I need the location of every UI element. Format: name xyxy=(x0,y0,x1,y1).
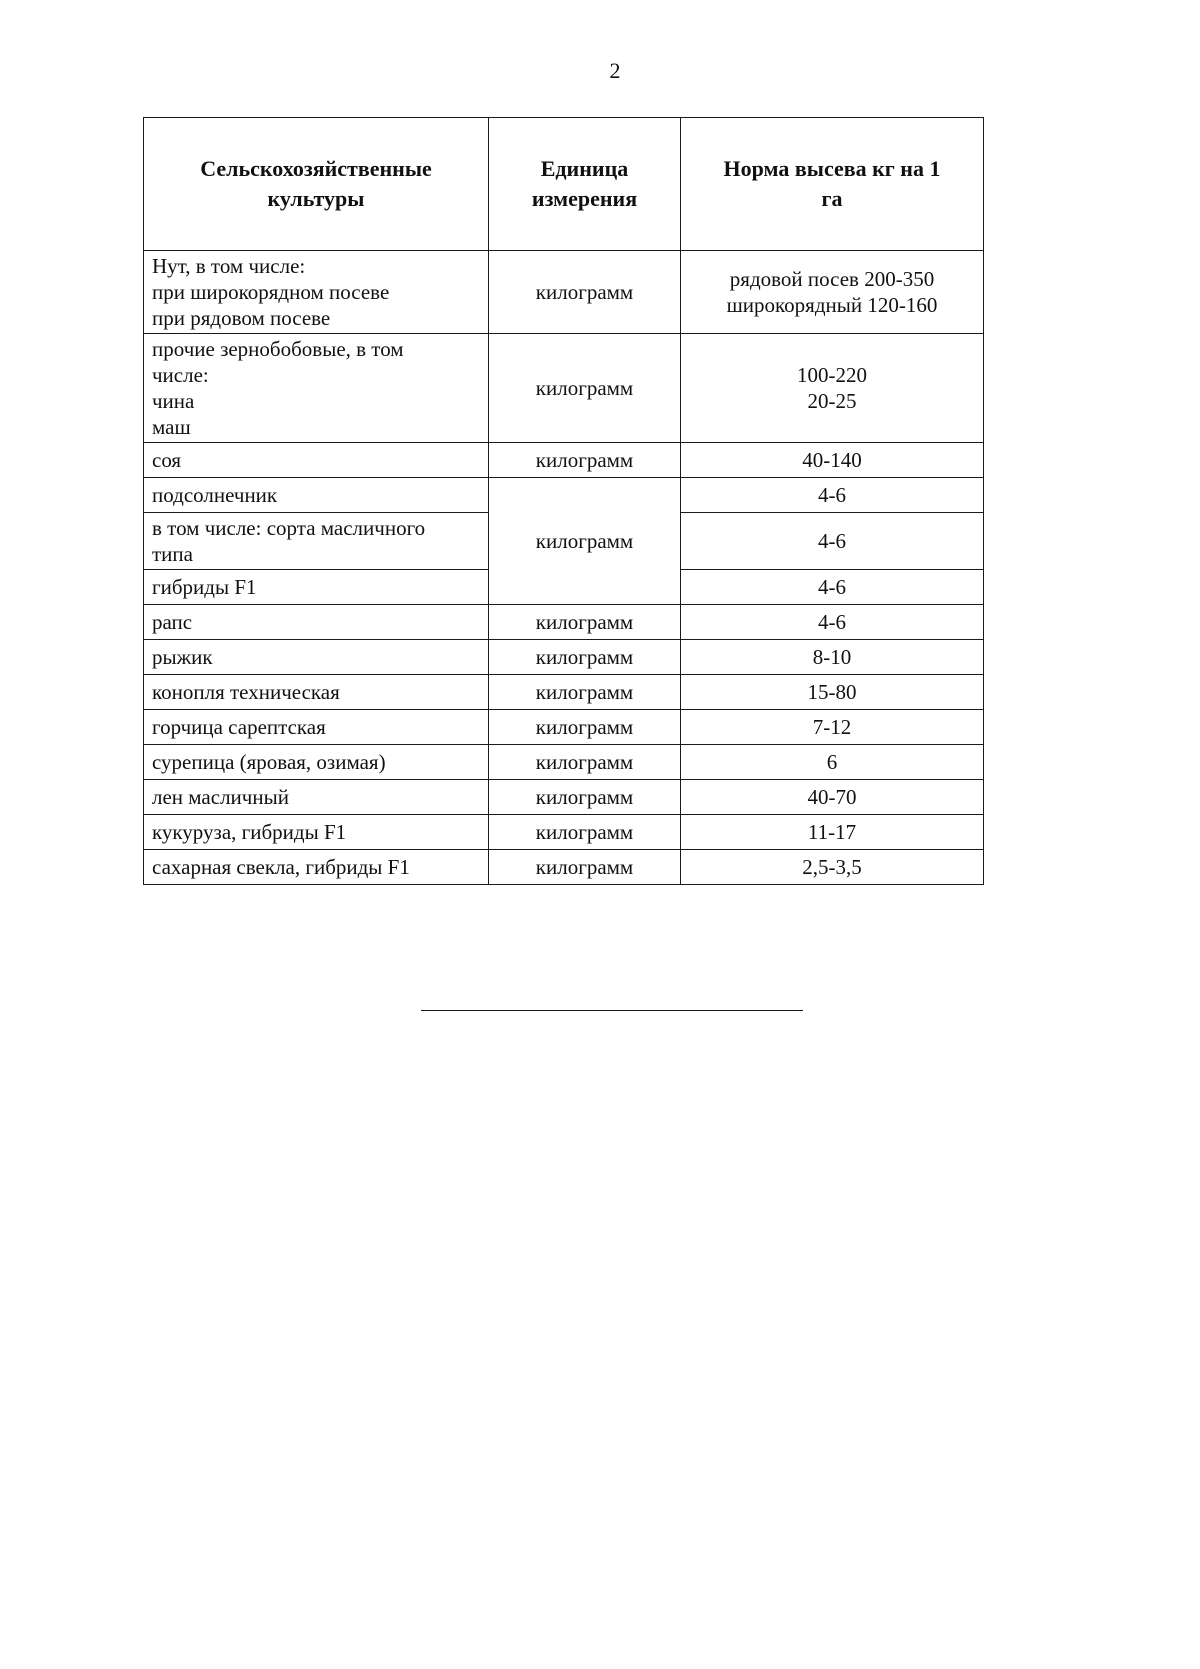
header-crop-line-2: культуры xyxy=(267,186,365,211)
unit-cell: килограмм xyxy=(489,745,681,780)
crop-cell: рыжик xyxy=(144,640,489,675)
norm-cell: 40-70 xyxy=(681,780,984,815)
crop-cell: конопля техническая xyxy=(144,675,489,710)
table-row xyxy=(144,605,984,640)
crop-cell: сурепица (яровая, озимая) xyxy=(144,745,489,780)
norm-line: рядовой посев 200-350 xyxy=(729,267,935,291)
crop-cell xyxy=(144,251,489,334)
header-norm-line-1: Норма высева кг на 1 xyxy=(723,156,941,181)
unit-cell: килограмм xyxy=(489,251,681,334)
norm-line: 100-220 xyxy=(797,363,867,387)
crop-line: маш xyxy=(152,415,191,439)
crop-line: типа xyxy=(152,542,193,566)
norm-line: широкорядный 120-160 xyxy=(726,293,938,317)
crop-cell: рапс xyxy=(144,605,489,640)
table-row-chickpea xyxy=(144,251,984,334)
table-row-soy xyxy=(144,443,984,478)
header-row xyxy=(144,118,984,251)
table-row-sunflower xyxy=(144,478,984,513)
crop-cell: сахарная свекла, гибриды F1 xyxy=(144,850,489,885)
crop-line: при рядовом посеве xyxy=(152,306,331,330)
crop-cell: лен масличный xyxy=(144,780,489,815)
crop-line: числе: xyxy=(152,363,209,387)
norm-cell: 4-6 xyxy=(681,478,984,513)
norm-cell: 40-140 xyxy=(681,443,984,478)
crop-line: Нут, в том числе: xyxy=(152,254,306,278)
table-row xyxy=(144,815,984,850)
norm-cell: 4-6 xyxy=(681,513,984,570)
header-unit xyxy=(489,118,681,251)
norm-line: 20-25 xyxy=(807,389,857,413)
unit-cell: килограмм xyxy=(489,605,681,640)
crop-cell xyxy=(144,334,489,443)
header-crop-line-1: Сельскохозяйственные xyxy=(200,156,432,181)
norm-cell: 8-10 xyxy=(681,640,984,675)
norm-cell: 2,5-3,5 xyxy=(681,850,984,885)
unit-cell: килограмм xyxy=(489,780,681,815)
norm-cell: 4-6 xyxy=(681,570,984,605)
norm-cell: 6 xyxy=(681,745,984,780)
crop-line: при широкорядном посеве xyxy=(152,280,390,304)
crop-cell: соя xyxy=(144,443,489,478)
header-norm xyxy=(681,118,984,251)
seeding-norms-table xyxy=(143,117,984,885)
norm-cell: 4-6 xyxy=(681,605,984,640)
crop-cell: подсолнечник xyxy=(144,478,489,513)
table-row xyxy=(144,640,984,675)
header-unit-line-2: измерения xyxy=(531,186,638,211)
crop-line: прочие зернобобовые, в том xyxy=(152,337,404,361)
table-row xyxy=(144,710,984,745)
crop-cell: горчица сарептская xyxy=(144,710,489,745)
table-row xyxy=(144,850,984,885)
crop-line: в том числе: сорта масличного xyxy=(152,516,426,540)
unit-cell: килограмм xyxy=(489,850,681,885)
crop-cell xyxy=(144,513,489,570)
table-row xyxy=(144,745,984,780)
crop-cell: кукуруза, гибриды F1 xyxy=(144,815,489,850)
unit-cell: килограмм xyxy=(489,443,681,478)
norm-cell: 7-12 xyxy=(681,710,984,745)
unit-cell: килограмм xyxy=(489,334,681,443)
page-number: 2 xyxy=(609,58,621,83)
unit-cell: килограмм xyxy=(489,815,681,850)
table-row-legumes xyxy=(144,334,984,443)
unit-cell-merged: килограмм xyxy=(489,478,681,605)
table-row xyxy=(144,780,984,815)
header-norm-line-2: га xyxy=(821,186,843,211)
closing-rule xyxy=(421,1010,803,1011)
crop-line: чина xyxy=(152,389,195,413)
unit-cell: килограмм xyxy=(489,710,681,745)
table-row xyxy=(144,675,984,710)
unit-cell: килограмм xyxy=(489,640,681,675)
table-body xyxy=(144,251,984,885)
header-crop xyxy=(144,118,489,251)
table-header xyxy=(144,118,984,251)
unit-cell: килограмм xyxy=(489,675,681,710)
norm-cell: 15-80 xyxy=(681,675,984,710)
crop-cell: гибриды F1 xyxy=(144,570,489,605)
norm-cell xyxy=(681,251,984,334)
norm-cell xyxy=(681,334,984,443)
norm-cell: 11-17 xyxy=(681,815,984,850)
header-unit-line-1: Единица xyxy=(540,156,629,181)
